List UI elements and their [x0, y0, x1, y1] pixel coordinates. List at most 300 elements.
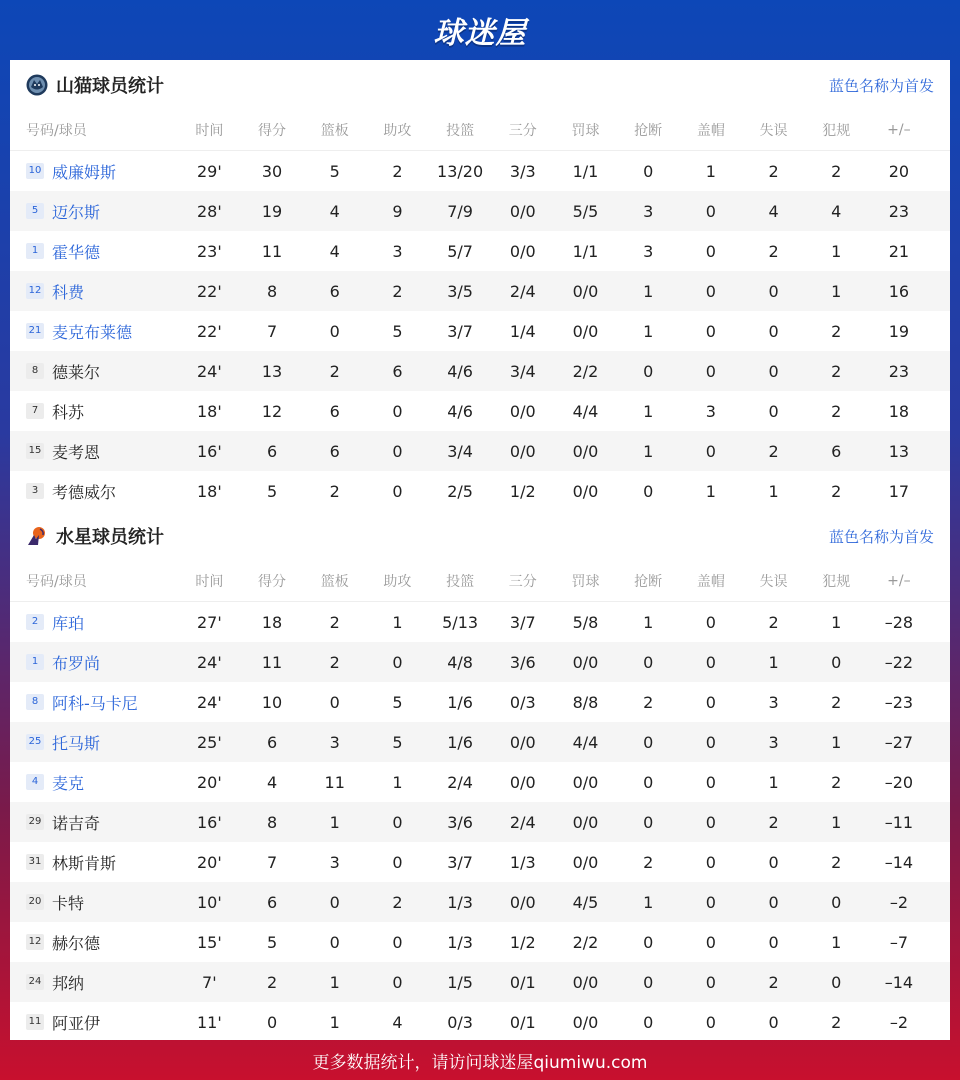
stat-points: 11	[261, 652, 283, 672]
stat-field-goals: 1/6	[447, 732, 473, 752]
stat-three-pointers: 1/3	[509, 852, 536, 872]
team-title: 山猫球员统计	[56, 76, 164, 97]
stat-plus-minus: –23	[884, 692, 914, 712]
stat-steals: 0	[643, 932, 654, 952]
column-header: 罚球	[571, 574, 600, 590]
stat-rebounds: 0	[329, 321, 340, 341]
stat-free-throws: 0/0	[572, 281, 599, 301]
stat-blocks: 0	[705, 281, 716, 301]
stat-blocks: 0	[705, 972, 716, 992]
stat-fouls: 2	[831, 772, 842, 792]
jersey-number-badge: 10	[26, 163, 44, 179]
player-cell	[10, 240, 178, 263]
stat-field-goals: 4/6	[447, 361, 473, 381]
column-header: 时间	[195, 574, 224, 590]
stat-free-throws: 0/0	[572, 852, 599, 872]
stat-rebounds: 1	[329, 972, 340, 992]
stat-minutes: 10'	[196, 892, 222, 912]
stat-steals: 1	[643, 612, 654, 632]
stat-steals: 0	[643, 481, 654, 501]
stat-steals: 1	[643, 321, 654, 341]
table-header-row	[10, 110, 950, 151]
stat-minutes: 27'	[196, 612, 222, 632]
site-header	[0, 0, 960, 60]
table-row[interactable]	[10, 191, 950, 231]
stat-fouls: 1	[831, 241, 842, 261]
stat-field-goals: 3/7	[447, 321, 473, 341]
stat-three-pointers: 3/7	[509, 612, 536, 632]
stat-plus-minus: –2	[889, 892, 908, 912]
column-header: 投篮	[446, 123, 475, 139]
team-title: 水星球员统计	[56, 527, 164, 548]
stat-three-pointers: 1/4	[509, 321, 536, 341]
player-cell	[10, 771, 178, 794]
stat-plus-minus: 19	[888, 321, 910, 341]
stat-plus-minus: –22	[884, 652, 914, 672]
stat-fouls: 2	[831, 401, 842, 421]
table-row[interactable]	[10, 1002, 950, 1040]
stat-steals: 2	[643, 692, 654, 712]
stat-points: 6	[266, 441, 278, 461]
column-header: 盖帽	[696, 574, 725, 590]
stat-plus-minus: –11	[884, 812, 914, 832]
player-name[interactable]: 阿科-马卡尼	[52, 693, 138, 713]
stat-minutes: 22'	[196, 281, 222, 301]
stat-blocks: 1	[705, 481, 716, 501]
stat-rebounds: 4	[329, 241, 340, 261]
stat-minutes: 7'	[202, 972, 217, 992]
stats-card	[10, 60, 950, 1040]
jersey-number-badge: 2	[26, 614, 44, 630]
table-row[interactable]	[10, 271, 950, 311]
stat-assists: 5	[392, 692, 403, 712]
table-row[interactable]	[10, 802, 950, 842]
table-row[interactable]	[10, 471, 950, 511]
table-row[interactable]	[10, 842, 950, 882]
stat-three-pointers: 3/4	[509, 361, 536, 381]
column-header: 得分	[258, 574, 287, 590]
stat-rebounds: 0	[329, 932, 340, 952]
player-cell	[10, 1011, 178, 1034]
column-header: 号码/球员	[26, 574, 87, 590]
table-row[interactable]	[10, 231, 950, 271]
table-row[interactable]	[10, 962, 950, 1002]
stat-points: 12	[261, 401, 283, 421]
player-name[interactable]: 麦考恩	[52, 442, 101, 462]
stat-free-throws: 0/0	[572, 812, 599, 832]
stat-free-throws: 4/4	[572, 401, 599, 421]
jersey-number-badge: 8	[26, 363, 44, 379]
team-title-row	[10, 60, 950, 110]
jersey-number-badge: 24	[26, 974, 44, 990]
stat-blocks: 0	[705, 852, 716, 872]
stat-assists: 1	[392, 772, 403, 792]
stat-assists: 0	[392, 481, 403, 501]
stat-steals: 1	[643, 281, 654, 301]
stat-points: 18	[261, 612, 283, 632]
player-name[interactable]: 科费	[52, 282, 85, 302]
stat-minutes: 25'	[196, 732, 222, 752]
stat-blocks: 0	[705, 441, 716, 461]
stat-assists: 1	[392, 612, 403, 632]
stat-minutes: 28'	[196, 201, 222, 221]
column-header: 抢断	[634, 574, 663, 590]
stat-blocks: 0	[705, 772, 716, 792]
stat-turnovers: 2	[768, 612, 779, 632]
stat-free-throws: 4/4	[572, 732, 599, 752]
player-name[interactable]: 托马斯	[52, 733, 101, 753]
table-row[interactable]	[10, 391, 950, 431]
stat-plus-minus: –2	[889, 1012, 908, 1032]
stat-assists: 2	[392, 892, 403, 912]
teams-container	[10, 60, 950, 1040]
stat-turnovers: 4	[768, 201, 779, 221]
stat-field-goals: 4/6	[447, 401, 473, 421]
player-cell	[10, 931, 178, 954]
stat-field-goals: 3/4	[447, 441, 473, 461]
stat-fouls: 6	[831, 441, 842, 461]
stat-assists: 0	[392, 852, 403, 872]
stat-fouls: 2	[831, 481, 842, 501]
stat-fouls: 0	[831, 652, 842, 672]
stat-assists: 0	[392, 441, 403, 461]
stat-steals: 3	[643, 241, 654, 261]
stat-turnovers: 0	[768, 852, 779, 872]
stat-fouls: 2	[831, 361, 842, 381]
stat-field-goals: 5/13	[442, 612, 479, 632]
stat-field-goals: 1/3	[447, 932, 473, 952]
table-row[interactable]	[10, 882, 950, 922]
player-name[interactable]: 诺吉奇	[52, 813, 101, 833]
player-name[interactable]: 布罗尚	[52, 653, 101, 673]
stat-turnovers: 1	[768, 772, 779, 792]
stat-free-throws: 5/8	[572, 612, 599, 632]
stat-blocks: 0	[705, 612, 716, 632]
stat-three-pointers: 0/0	[509, 892, 536, 912]
stat-plus-minus: 13	[888, 441, 910, 461]
player-cell	[10, 651, 178, 674]
stat-rebounds: 6	[329, 401, 340, 421]
stat-minutes: 16'	[196, 441, 222, 461]
column-header: 助攻	[383, 574, 412, 590]
stat-points: 30	[261, 161, 283, 181]
stat-three-pointers: 0/0	[509, 241, 536, 261]
table-row[interactable]	[10, 602, 950, 642]
column-header: 犯规	[822, 123, 851, 139]
starter-legend-note: 蓝色名称为首发	[828, 527, 934, 546]
stat-free-throws: 0/0	[572, 481, 599, 501]
stat-plus-minus: –14	[884, 972, 914, 992]
stat-plus-minus: –27	[884, 732, 914, 752]
team-section-1	[10, 511, 950, 1040]
player-name[interactable]: 卡特	[52, 893, 85, 913]
player-cell	[10, 280, 178, 303]
jersey-number-badge: 7	[26, 403, 44, 419]
stat-rebounds: 1	[329, 812, 340, 832]
stat-three-pointers: 0/0	[509, 772, 536, 792]
stat-turnovers: 1	[768, 652, 779, 672]
stat-steals: 1	[643, 401, 654, 421]
table-row[interactable]	[10, 762, 950, 802]
jersey-number-badge: 1	[26, 243, 44, 259]
stat-assists: 0	[392, 932, 403, 952]
stat-turnovers: 0	[768, 321, 779, 341]
stat-three-pointers: 0/1	[509, 972, 536, 992]
stat-free-throws: 1/1	[572, 241, 599, 261]
table-header-row	[10, 561, 950, 602]
stat-field-goals: 5/7	[447, 241, 473, 261]
stat-free-throws: 0/0	[572, 321, 599, 341]
stat-turnovers: 2	[768, 972, 779, 992]
column-header: 罚球	[571, 123, 600, 139]
stat-fouls: 1	[831, 732, 842, 752]
stat-points: 19	[261, 201, 283, 221]
player-name[interactable]: 林斯肯斯	[52, 853, 117, 873]
table-row[interactable]	[10, 682, 950, 722]
stat-three-pointers: 1/2	[509, 481, 536, 501]
lynx-logo-icon	[26, 74, 48, 96]
player-cell	[10, 400, 178, 423]
jersey-number-badge: 25	[26, 734, 44, 750]
table-row[interactable]	[10, 151, 950, 191]
player-cell	[10, 611, 178, 634]
stat-assists: 0	[392, 812, 403, 832]
stat-plus-minus: 23	[888, 361, 910, 381]
stat-blocks: 0	[705, 241, 716, 261]
stat-field-goals: 4/8	[447, 652, 473, 672]
stat-three-pointers: 3/6	[509, 652, 536, 672]
stat-turnovers: 0	[768, 1012, 779, 1032]
stat-rebounds: 2	[329, 481, 340, 501]
footer-text[interactable]: 更多数据统计，请访问球迷屋qiumiwu.com	[312, 1052, 648, 1073]
stat-rebounds: 2	[329, 652, 340, 672]
stat-fouls: 1	[831, 281, 842, 301]
stat-plus-minus: –28	[884, 612, 914, 632]
player-cell	[10, 891, 178, 914]
stat-free-throws: 0/0	[572, 441, 599, 461]
stat-rebounds: 0	[329, 892, 340, 912]
stat-three-pointers: 0/3	[509, 692, 536, 712]
team-heading	[26, 72, 164, 98]
stat-field-goals: 2/4	[447, 772, 473, 792]
jersey-number-badge: 12	[26, 934, 44, 950]
stat-rebounds: 6	[329, 441, 340, 461]
player-name[interactable]: 霍华德	[52, 242, 101, 262]
stat-turnovers: 0	[768, 401, 779, 421]
stat-turnovers: 1	[768, 481, 779, 501]
jersey-number-badge: 21	[26, 323, 44, 339]
stat-minutes: 24'	[196, 361, 222, 381]
stat-free-throws: 8/8	[572, 692, 599, 712]
player-cell	[10, 851, 178, 874]
team-title-row	[10, 511, 950, 561]
stat-assists: 0	[392, 652, 403, 672]
stat-free-throws: 4/5	[572, 892, 599, 912]
table-row[interactable]	[10, 351, 950, 391]
stat-minutes: 24'	[196, 692, 222, 712]
player-cell	[10, 440, 178, 463]
stat-plus-minus: 18	[888, 401, 910, 421]
stat-points: 11	[261, 241, 283, 261]
stat-field-goals: 13/20	[437, 161, 484, 181]
stat-field-goals: 3/6	[447, 812, 473, 832]
stat-three-pointers: 0/0	[509, 201, 536, 221]
stat-blocks: 1	[705, 161, 716, 181]
stat-points: 8	[266, 281, 278, 301]
site-logo[interactable]: 球迷屋	[433, 16, 527, 51]
stat-steals: 0	[643, 161, 654, 181]
stat-plus-minus: 23	[888, 201, 910, 221]
stat-fouls: 2	[831, 1012, 842, 1032]
stat-rebounds: 1	[329, 1012, 340, 1032]
table-row[interactable]	[10, 922, 950, 962]
team-section-0	[10, 60, 950, 511]
stat-points: 6	[266, 892, 278, 912]
column-header: 投篮	[446, 574, 475, 590]
player-cell	[10, 691, 178, 714]
stat-fouls: 1	[831, 932, 842, 952]
column-header: 得分	[258, 123, 287, 139]
stat-steals: 0	[643, 652, 654, 672]
column-header: 失误	[759, 574, 788, 590]
jersey-number-badge: 1	[26, 654, 44, 670]
stat-minutes: 23'	[196, 241, 222, 261]
stat-steals: 0	[643, 732, 654, 752]
player-name[interactable]: 阿亚伊	[52, 1013, 101, 1033]
player-name[interactable]: 威廉姆斯	[52, 162, 117, 182]
stat-points: 6	[266, 732, 278, 752]
stat-points: 0	[266, 1012, 278, 1032]
stat-assists: 0	[392, 972, 403, 992]
player-cell	[10, 971, 178, 994]
column-header: 助攻	[383, 123, 412, 139]
stat-minutes: 24'	[196, 652, 222, 672]
stat-plus-minus: –20	[884, 772, 914, 792]
stat-three-pointers: 2/4	[509, 281, 536, 301]
player-name[interactable]: 麦克	[52, 773, 85, 793]
stat-minutes: 18'	[196, 481, 222, 501]
stat-steals: 1	[643, 441, 654, 461]
player-name[interactable]: 考德威尔	[52, 482, 117, 502]
player-name[interactable]: 库珀	[52, 613, 85, 633]
stat-minutes: 15'	[196, 932, 222, 952]
jersey-number-badge: 3	[26, 483, 44, 499]
stat-points: 4	[266, 772, 278, 792]
stat-blocks: 0	[705, 812, 716, 832]
stat-points: 5	[266, 481, 278, 501]
stat-blocks: 0	[705, 692, 716, 712]
stat-points: 2	[266, 972, 278, 992]
stat-rebounds: 2	[329, 361, 340, 381]
player-name[interactable]: 邦纳	[52, 973, 85, 993]
stat-assists: 2	[392, 281, 403, 301]
stat-rebounds: 5	[329, 161, 340, 181]
stat-three-pointers: 0/1	[509, 1012, 536, 1032]
stat-plus-minus: 21	[888, 241, 910, 261]
player-cell	[10, 480, 178, 503]
stat-minutes: 20'	[196, 772, 222, 792]
stat-turnovers: 0	[768, 932, 779, 952]
stat-blocks: 3	[705, 401, 716, 421]
player-name[interactable]: 麦克布莱德	[52, 322, 133, 342]
column-header: 时间	[195, 123, 224, 139]
stat-steals: 0	[643, 812, 654, 832]
stat-fouls: 2	[831, 692, 842, 712]
stat-assists: 5	[392, 732, 403, 752]
stat-blocks: 0	[705, 892, 716, 912]
stat-three-pointers: 0/0	[509, 441, 536, 461]
jersey-number-badge: 11	[26, 1014, 44, 1030]
player-cell	[10, 360, 178, 383]
jersey-number-badge: 8	[26, 694, 44, 710]
stat-field-goals: 3/7	[447, 852, 473, 872]
footer-banner	[0, 1040, 960, 1080]
stat-minutes: 29'	[196, 161, 222, 181]
stat-free-throws: 2/2	[572, 361, 599, 381]
jersey-number-badge: 12	[26, 283, 44, 299]
player-cell	[10, 160, 178, 183]
stat-assists: 4	[392, 1012, 403, 1032]
stat-turnovers: 2	[768, 812, 779, 832]
player-name[interactable]: 科苏	[52, 402, 85, 422]
stat-rebounds: 3	[329, 852, 340, 872]
stat-three-pointers: 3/3	[509, 161, 536, 181]
stat-turnovers: 2	[768, 161, 779, 181]
stat-free-throws: 0/0	[572, 652, 599, 672]
stat-turnovers: 0	[768, 892, 779, 912]
jersey-number-badge: 15	[26, 443, 44, 459]
stat-rebounds: 4	[329, 201, 340, 221]
table-row[interactable]	[10, 722, 950, 762]
stat-rebounds: 11	[324, 772, 345, 792]
stat-steals: 2	[643, 852, 654, 872]
stat-three-pointers: 0/0	[509, 401, 536, 421]
column-header: 篮板	[320, 574, 349, 590]
column-header: 号码/球员	[26, 123, 87, 139]
team-heading	[26, 523, 164, 549]
stat-turnovers: 0	[768, 281, 779, 301]
stat-steals: 1	[643, 892, 654, 912]
stat-blocks: 0	[705, 652, 716, 672]
table-row[interactable]	[10, 311, 950, 351]
player-cell	[10, 731, 178, 754]
column-header: 抢断	[634, 123, 663, 139]
player-name[interactable]: 迈尔斯	[52, 202, 101, 222]
stat-points: 13	[261, 361, 283, 381]
player-name[interactable]: 德莱尔	[52, 362, 101, 382]
stat-free-throws: 1/1	[572, 161, 599, 181]
table-row[interactable]	[10, 431, 950, 471]
stat-blocks: 0	[705, 932, 716, 952]
stat-steals: 0	[643, 361, 654, 381]
player-name[interactable]: 赫尔德	[52, 933, 101, 953]
stat-fouls: 2	[831, 321, 842, 341]
stat-minutes: 22'	[196, 321, 222, 341]
stat-minutes: 18'	[196, 401, 222, 421]
stat-rebounds: 3	[329, 732, 340, 752]
stat-steals: 3	[643, 201, 654, 221]
stat-field-goals: 0/3	[447, 1012, 473, 1032]
stat-fouls: 2	[831, 161, 842, 181]
table-row[interactable]	[10, 642, 950, 682]
stat-fouls: 2	[831, 852, 842, 872]
stat-points: 7	[266, 852, 278, 872]
column-header: 三分	[508, 123, 537, 139]
stat-turnovers: 3	[768, 692, 779, 712]
stat-steals: 0	[643, 772, 654, 792]
stat-steals: 0	[643, 1012, 654, 1032]
stat-free-throws: 5/5	[572, 201, 599, 221]
